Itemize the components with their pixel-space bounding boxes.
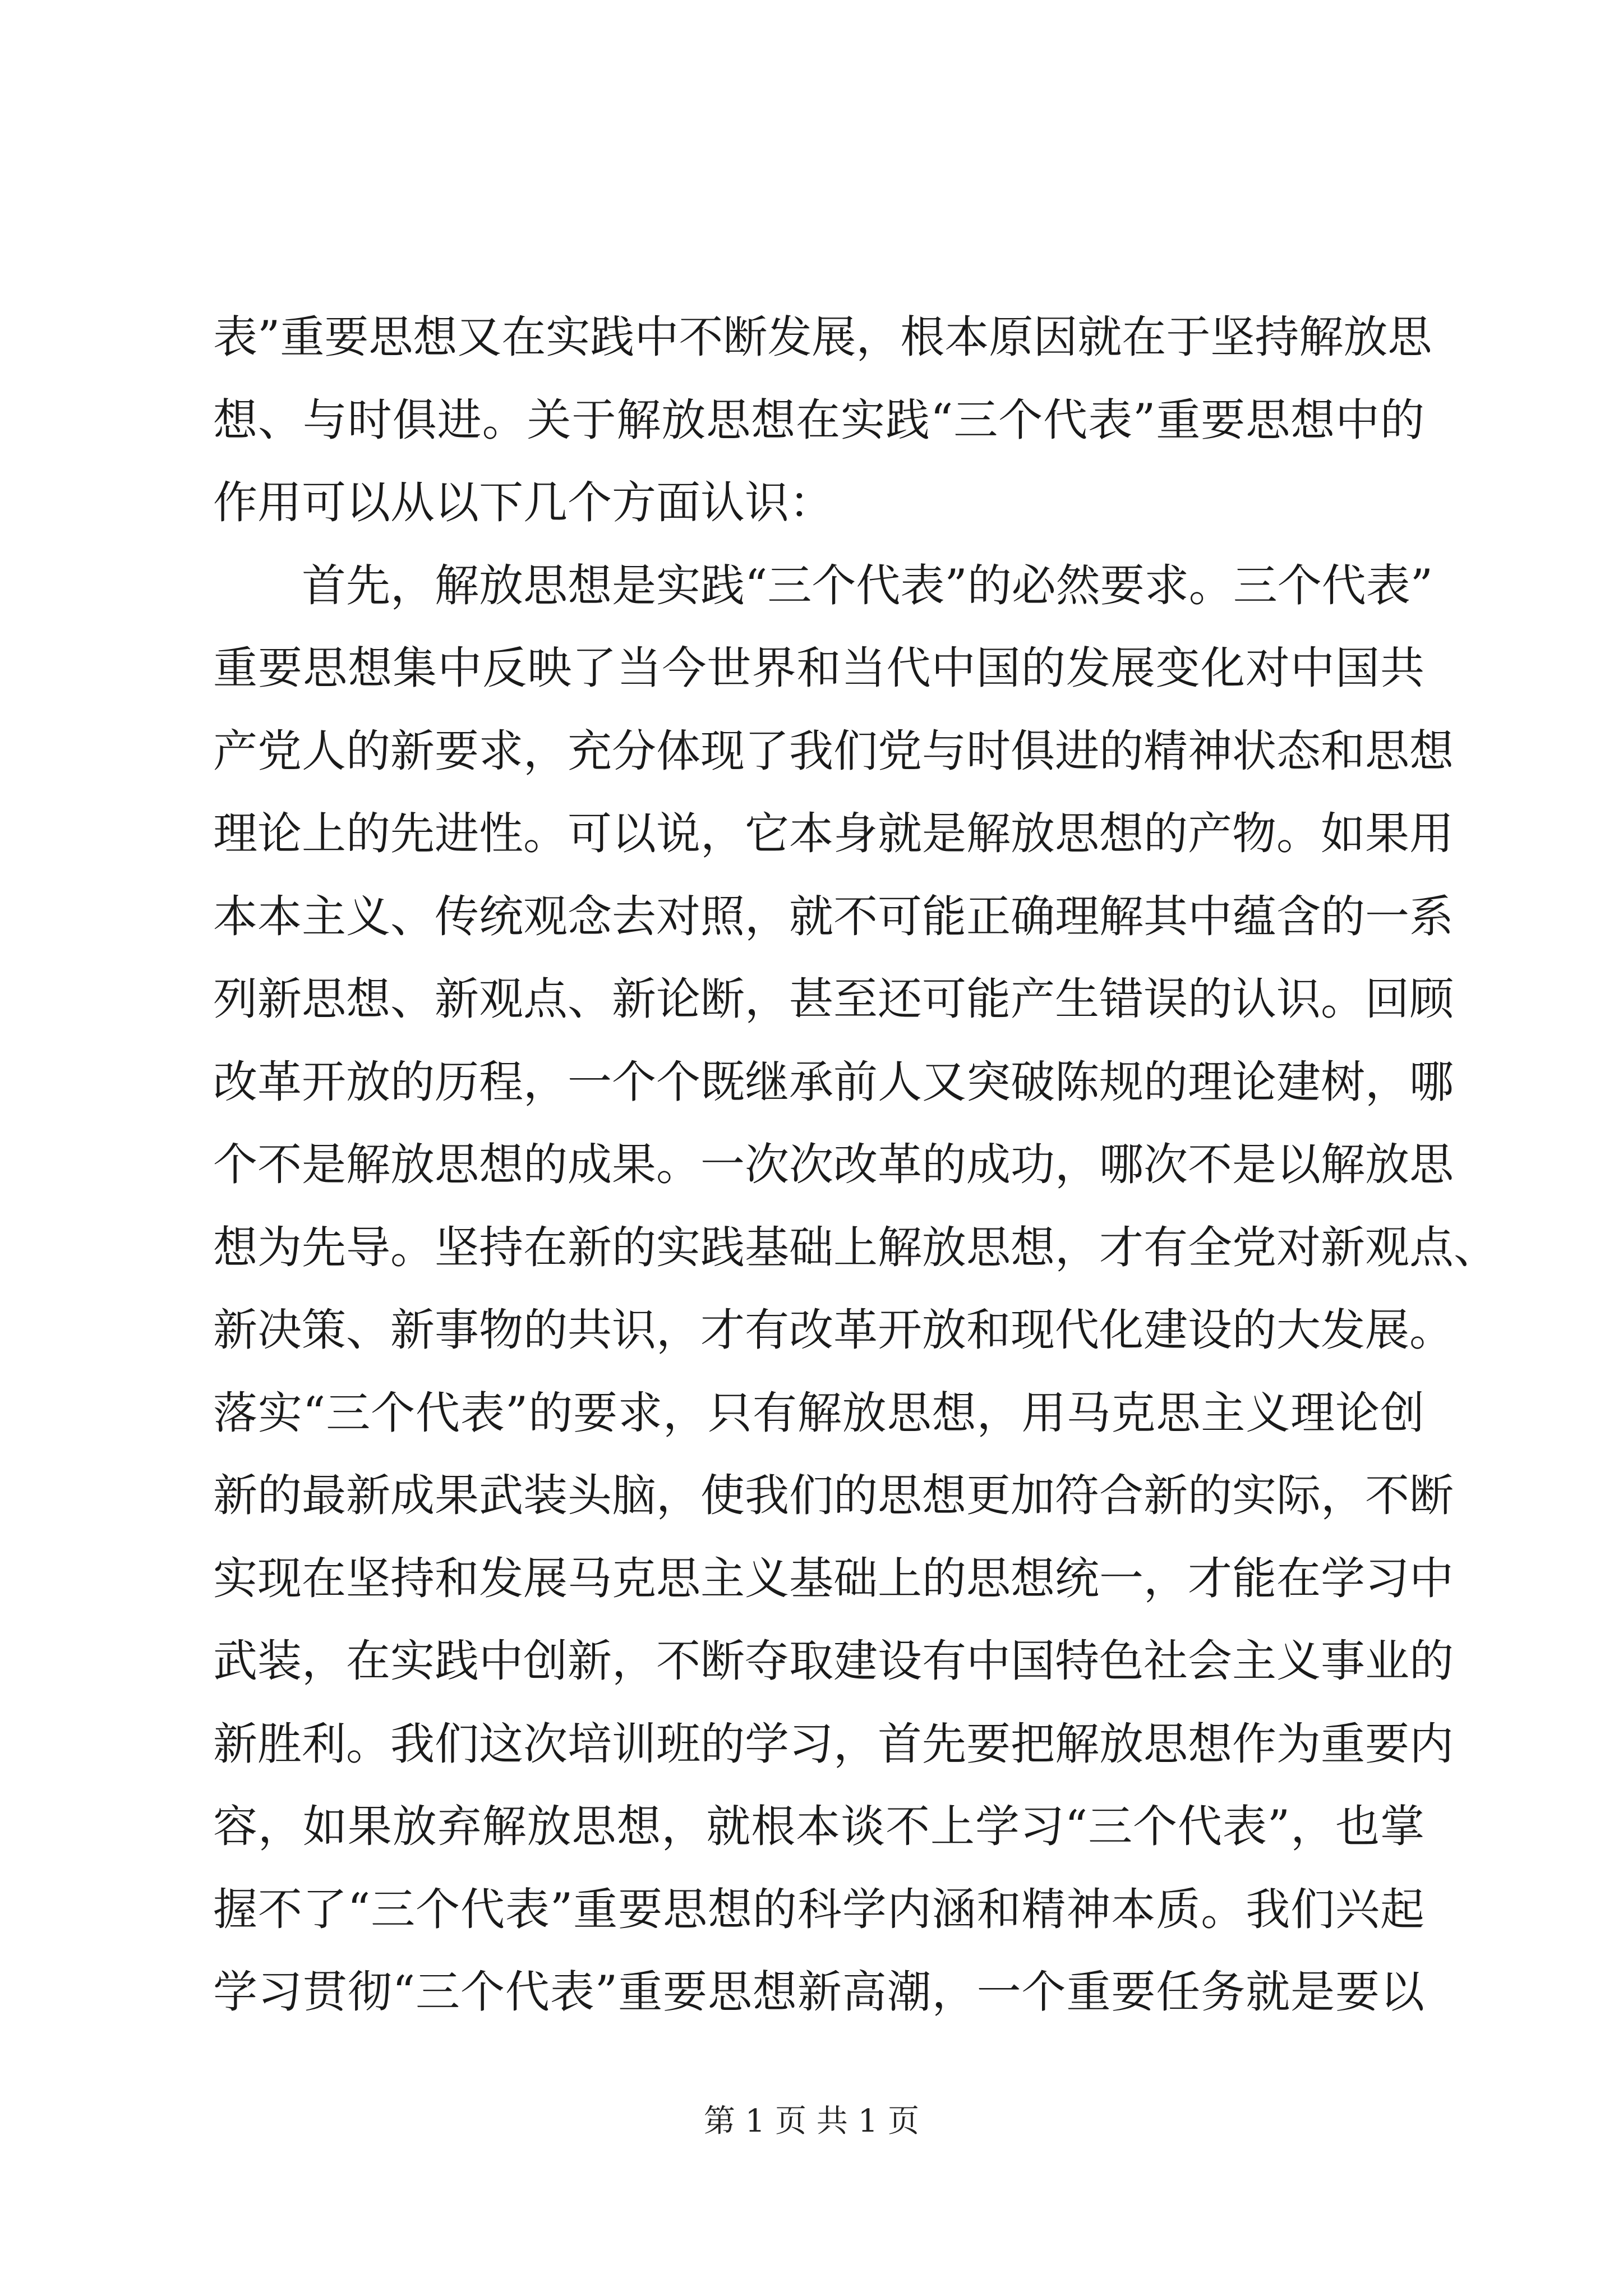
text-line: 新决策、新事物的共识，才有改革开放和现代化建设的大发展。 — [213, 1304, 1454, 1356]
text-line: 个不是解放思想的成果。一次次改革的成功，哪次不是以解放思 — [213, 1139, 1454, 1190]
text-line: 容，如果放弃解放思想，就根本谈不上学习“三个代表”，也掌 — [213, 1801, 1424, 1852]
text-line: 武装，在实践中创新，不断夺取建设有中国特色社会主义事业的 — [213, 1635, 1454, 1687]
text-line: 实现在坚持和发展马克思主义基础上的思想统一，才能在学习中 — [213, 1552, 1454, 1604]
text-line: 表”重要思想又在实践中不断发展，根本原因就在于坚持解放思 — [213, 311, 1432, 363]
text-line: 握不了“三个代表”重要思想的科学内涵和精神本质。我们兴起 — [213, 1883, 1424, 1935]
body-text — [213, 296, 1498, 2034]
page-number-footer: 第 1 页 共 1 页 — [703, 2103, 920, 2139]
text-line: 想为先导。坚持在新的实践基础上解放思想，才有全党对新观点、 — [213, 1221, 1498, 1273]
text-line: 想、与时俱进。关于解放思想在实践“三个代表”重要思想中的 — [213, 394, 1424, 446]
text-line: 本本主义、传统观念去对照，就不可能正确理解其中蕴含的一系 — [213, 890, 1454, 942]
text-line: 学习贯彻“三个代表”重要思想新高潮，一个重要任务就是要以 — [213, 1966, 1424, 2018]
text-line: 重要思想集中反映了当今世界和当代中国的发展变化对中国共 — [213, 642, 1424, 694]
text-line: 新胜利。我们这次培训班的学习，首先要把解放思想作为重要内 — [213, 1718, 1454, 1770]
text-line: 首先，解放思想是实践“三个代表”的必然要求。三个代表” — [213, 559, 1433, 611]
text-line: 列新思想、新观点、新论断，甚至还可能产生错误的认识。回顾 — [213, 973, 1454, 1025]
text-line: 产党人的新要求，充分体现了我们党与时俱进的精神状态和思想 — [213, 725, 1454, 777]
text-line: 作用可以从以下几个方面认识： — [213, 477, 833, 528]
text-line: 新的最新成果武装头脑，使我们的思想更加符合新的实际，不断 — [213, 1470, 1454, 1521]
text-line: 改革开放的历程，一个个既继承前人又突破陈规的理论建树，哪 — [213, 1056, 1454, 1108]
text-line: 落实“三个代表”的要求，只有解放思想，用马克思主义理论创 — [213, 1387, 1424, 1439]
text-line: 理论上的先进性。可以说，它本身就是解放思想的产物。如果用 — [213, 808, 1454, 859]
